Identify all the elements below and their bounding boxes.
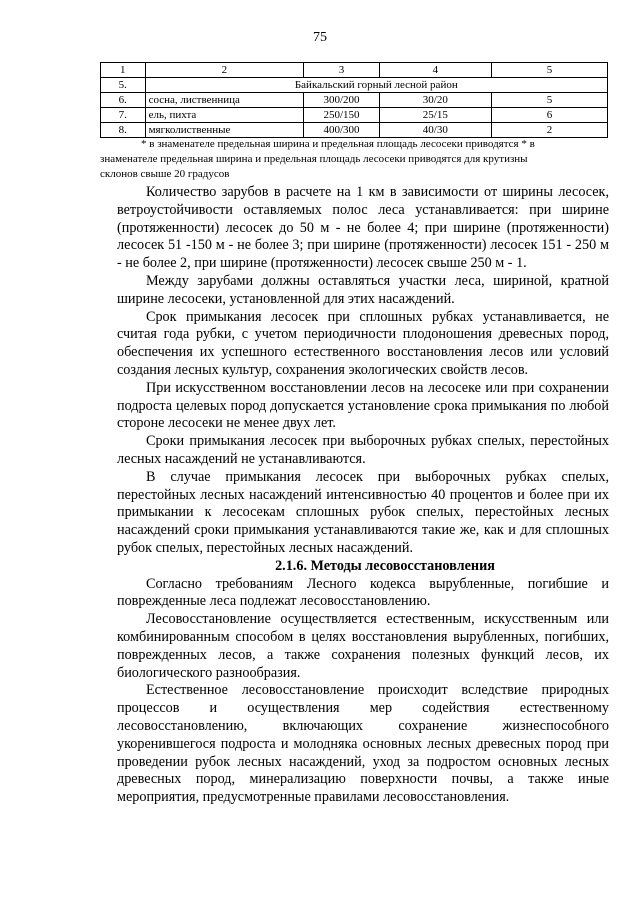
page-number: 75 [313,30,327,45]
table-header-cell: 3 [304,63,379,78]
paragraph: Сроки примыкания лесосек при выборочных рубках спелых, перестойных лесных насаждений не устанавливаются. [117,433,609,467]
felling-area-table [100,62,608,138]
section-heading: 2.1.6. Методы лесовосстановления [275,557,495,574]
table-row [101,123,608,138]
footnote-line: * в знаменателе предельная ширина и предельная площадь лесосеки приводятся * в [141,138,535,150]
paragraph: Срок примыкания лесосек при сплошных рубках устанавливается, не считая года рубки, с учетом периодичности плодоношения древесных пород, обеспечения их успешного естественного восстановления лесов или условий создания лесных культур, сохранения экологических свойств лесов. [117,308,609,378]
table-cell: 6 [491,108,607,123]
table-row [101,93,608,108]
table-cell-species: сосна, лиственница [145,93,304,108]
paragraph: Количество зарубов в расчете на 1 км в зависимости от ширины лесосек, ветроустойчивости оставляемых полос леса устанавливается: при ширине (протяженности) лесосек до 50 м - не более 4; при ширине (протяженности) лесосек 51 -150 м - не более 3; при ширине (протяженности) лесосек 151 - 250 м - не более 2, при ширине (протяженности) лесосек свыше 250 м - 1. [117,184,609,272]
table-footnote [100,137,608,182]
paragraph: Естественное лесовосстановление происходит вследствие природных процессов и осуществления мер содействия естественному лесовосстановлению, включающих сохранение жизнеспособного укоренившегося подроста и молодняка основных лесных древесных пород при проведении рубок лесных насаждений, уход за подростом основных лесных древесных пород, минерализацию поверхности почвы, а также иные мероприятия, предусмотренные правилами лесовосстановления. [117,682,609,806]
paragraph: В случае примыкания лесосек при выборочных рубках спелых, перестойных лесных насаждений интенсивностью 40 процентов и более при их примыкании к лесосекам сплошных рубок спелых, перестойных лесных насаждений сроки примыкания устанавливаются такие же, как и для сплошных рубок спелых, перестойных лесных насаждений. [117,468,609,556]
table-cell: 5 [491,93,607,108]
table-cell: 40/30 [379,123,491,138]
table-cell: 400/300 [304,123,379,138]
table-cell: 250/150 [304,108,379,123]
paragraph: Между зарубами должны оставляться участки леса, шириной, кратной ширине лесосеки, установленной для этих насаждений. [117,272,609,307]
table-cell-num: 6. [101,93,146,108]
table-header-cell: 4 [379,63,491,78]
table-cell-species: ель, пихта [145,108,304,123]
table-cell: 30/20 [379,93,491,108]
table-cell-num: 8. [101,123,146,138]
table-header-cell: 1 [101,63,146,78]
table-cell: 300/200 [304,93,379,108]
table-header-row [101,63,608,78]
table-cell: 25/15 [379,108,491,123]
table-cell-num: 7. [101,108,146,123]
table-header-cell: 5 [491,63,607,78]
paragraph: При искусственном восстановлении лесов на лесосеке или при сохранении подроста целевых пород допускается установление срока примыкания по любой стороне лесосеки не менее двух лет. [117,379,609,432]
table-region-label: Байкальский горный лесной район [145,78,607,93]
table-cell-species: мягколиственные [145,123,304,138]
footnote-line: склонов свыше 20 градусов [100,168,230,180]
table-region-row [101,78,608,93]
table-cell-num: 5. [101,78,146,93]
table-header-cell: 2 [145,63,304,78]
paragraph: Согласно требованиям Лесного кодекса вырубленные, погибшие и поврежденные леса подлежат лесовосстановлению. [117,575,609,610]
footnote-line: знаменателе предельная ширина и предельная площадь лесосеки приводятся для крутизны [100,153,528,165]
document-body [117,184,609,807]
table-row [101,108,608,123]
table-cell: 2 [491,123,607,138]
paragraph: Лесовосстановление осуществляется естественным, искусственным или комбинированным способом в целях восстановления вырубленных, погибших, поврежденных лесов, а также сохранения полезных функций лесов, их биологического разнообразия. [117,611,609,681]
